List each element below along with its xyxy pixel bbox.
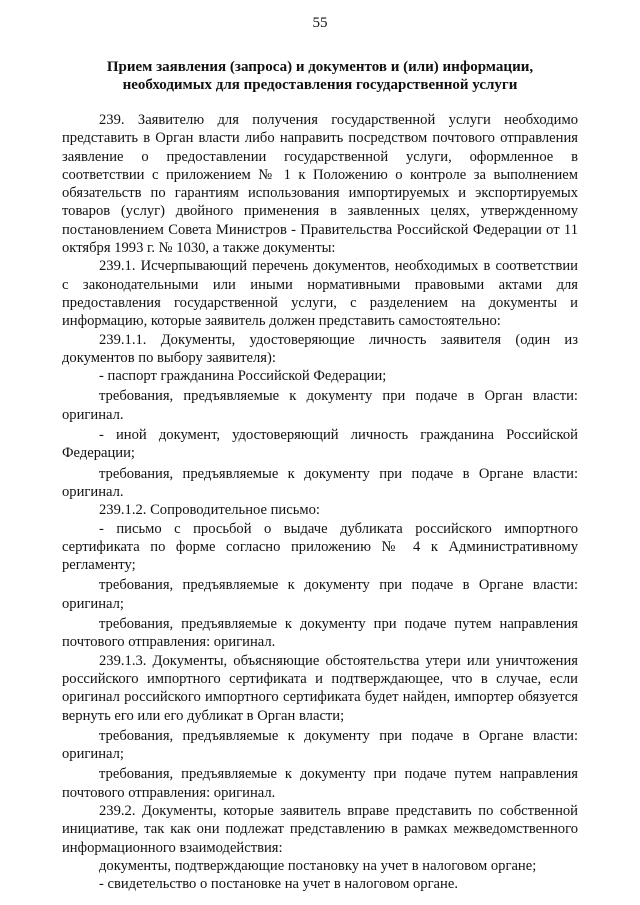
- paragraph: требования, предъявляемые к документу при подаче в Органе власти: оригинал;: [62, 577, 578, 612]
- paragraph: требования, предъявляемые к документу при подаче путем направления почтового отправления: оригинал.: [62, 616, 578, 651]
- paragraph: требования, предъявляемые к документу при подаче в Орган власти: оригинал.: [62, 388, 578, 423]
- paragraph: 239.1.2. Сопроводительное письмо:: [99, 502, 320, 519]
- paragraph: требования, предъявляемые к документу при подаче путем направления почтового отправления: оригинал.: [62, 766, 578, 801]
- paragraph: документы, подтверждающие постановку на учет в налоговом органе;: [99, 857, 537, 874]
- section-heading-line: необходимых для предоставления государственной услуги: [122, 77, 518, 93]
- paragraph: 239.1.1. Документы, удостоверяющие личность заявителя (один из документов по выбору заявителя):: [62, 331, 578, 366]
- paragraph: 239.2. Документы, которые заявитель вправе представить по собственной инициативе, так как они подлежат представлению в рамках межведомственного информационного взаимодействия:: [62, 802, 578, 856]
- document-body: [62, 111, 578, 893]
- paragraph: 239.1. Исчерпывающий перечень документов, необходимых в соответствии с законодательными или иными нормативными правовыми актами для предоставления государственной услуги, с разделением на документы и информацию, которые заявитель должен представить самостоятельно:: [62, 258, 578, 330]
- paragraph: - иной документ, удостоверяющий личность гражданина Российской Федерации;: [62, 427, 578, 462]
- paragraph: - паспорт гражданина Российской Федерации;: [99, 368, 387, 385]
- section-heading-line: Прием заявления (запроса) и документов и (или) информации,: [106, 59, 534, 75]
- paragraph: 239. Заявителю для получения государственной услуги необходимо представить в Орган власти либо направить посредством почтового отправления заявление о предоставлении государственной услуги, оформленное в соответствии с приложением № 1 к Положению о контроле за выполнением обязательств по гарантиям использования импортируемых и экспортируемых товаров (услуг) двойного применения в заявленных целях, утвержденному постановлением Совета Министров - Правительства Российской Федерации от 11 октября 1993 г. № 1030, а также документы:: [62, 112, 578, 257]
- page-number: 55: [312, 15, 328, 31]
- paragraph: - письмо с просьбой о выдаче дубликата российского импортного сертификата по форме согласно приложению № 4 к Административному регламенту;: [62, 520, 578, 574]
- paragraph: требования, предъявляемые к документу при подаче в Органе власти: оригинал;: [62, 727, 578, 763]
- section-heading: [70, 58, 570, 94]
- paragraph: - свидетельство о постановке на учет в налоговом органе.: [99, 876, 458, 893]
- paragraph: 239.1.3. Документы, объясняющие обстоятельства утери или уничтожения российского импортного сертификата и подтверждающее, что в случае, если оригинал российского импортного сертификата будет найден, импортер обязуется вернуть его или его дубликат в Орган власти;: [62, 652, 578, 724]
- paragraph: требования, предъявляемые к документу при подаче в Органе власти: оригинал.: [62, 465, 578, 500]
